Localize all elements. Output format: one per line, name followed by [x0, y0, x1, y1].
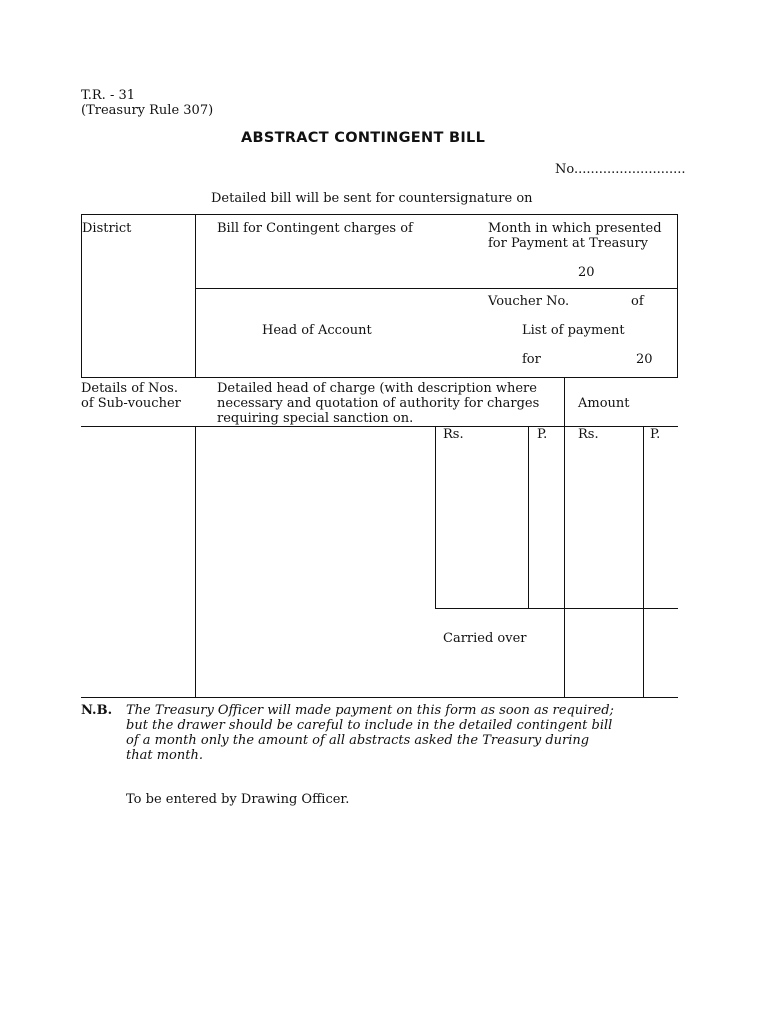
year-prefix-list: 20 — [636, 352, 653, 367]
p-label-amount: P. — [650, 427, 661, 442]
rule-reference: (Treasury Rule 307) — [81, 103, 214, 118]
list-of-payment-label: List of payment — [522, 323, 625, 338]
month-presented-label: Month in which presented — [488, 221, 662, 236]
district-label: District — [82, 221, 132, 236]
nb-label: N.B. — [81, 703, 113, 718]
bill-for-label: Bill for Contingent charges of — [217, 221, 413, 236]
subvoucher-column-divider — [195, 426, 196, 698]
rs-label-detail: Rs. — [443, 427, 464, 442]
top-box-divider — [195, 214, 196, 378]
countersignature-note: Detailed bill will be sent for countersignature on — [211, 191, 533, 206]
carried-over-label: Carried over — [443, 631, 527, 646]
list-for-label: for — [522, 352, 541, 367]
form-code: T.R. - 31 — [81, 88, 136, 103]
head-of-account-label: Head of Account — [262, 323, 372, 338]
bill-number-field: No........................... — [555, 162, 686, 177]
top-box-mid-border — [196, 288, 678, 289]
top-box-left-border — [81, 214, 82, 378]
subvoucher-header-line2: of Sub-voucher — [81, 396, 181, 411]
p-label-detail: P. — [537, 427, 548, 442]
page-title: ABSTRACT CONTINGENT BILL — [241, 130, 486, 146]
voucher-no-label: Voucher No. — [488, 294, 570, 309]
nb-line-1: The Treasury Officer will made payment on this form as soon as required; — [126, 703, 614, 718]
subvoucher-header-line1: Details of Nos. — [81, 381, 178, 396]
amount-header: Amount — [578, 396, 630, 411]
year-prefix: 20 — [578, 265, 595, 280]
nb-line-2: but the drawer should be careful to include in the detailed contingent bill — [126, 718, 613, 733]
rs-label-amount: Rs. — [578, 427, 599, 442]
detail-header-line1: Detailed head of charge (with description where — [217, 381, 537, 396]
table-bottom-border — [81, 697, 678, 698]
detail-header-line2: necessary and quotation of authority for charges — [217, 396, 540, 411]
payment-at-treasury-label: for Payment at Treasury — [488, 236, 649, 251]
nb-line-4: that month. — [126, 748, 203, 763]
rs-p-column-divider — [528, 426, 529, 609]
drawing-officer-note: To be entered by Drawing Officer. — [126, 792, 350, 807]
rs-column-left-border — [435, 426, 436, 609]
voucher-of-label: of — [631, 294, 644, 309]
subtotal-line — [435, 608, 678, 609]
top-box-bottom-border — [81, 377, 678, 378]
detail-header-line3: requiring special sanction on. — [217, 411, 414, 426]
nb-line-3: of a month only the amount of all abstracts asked the Treasury during — [126, 733, 590, 748]
amount-rs-p-divider — [643, 426, 644, 698]
top-box-top-border — [81, 214, 678, 215]
top-box-right-border — [677, 214, 678, 378]
